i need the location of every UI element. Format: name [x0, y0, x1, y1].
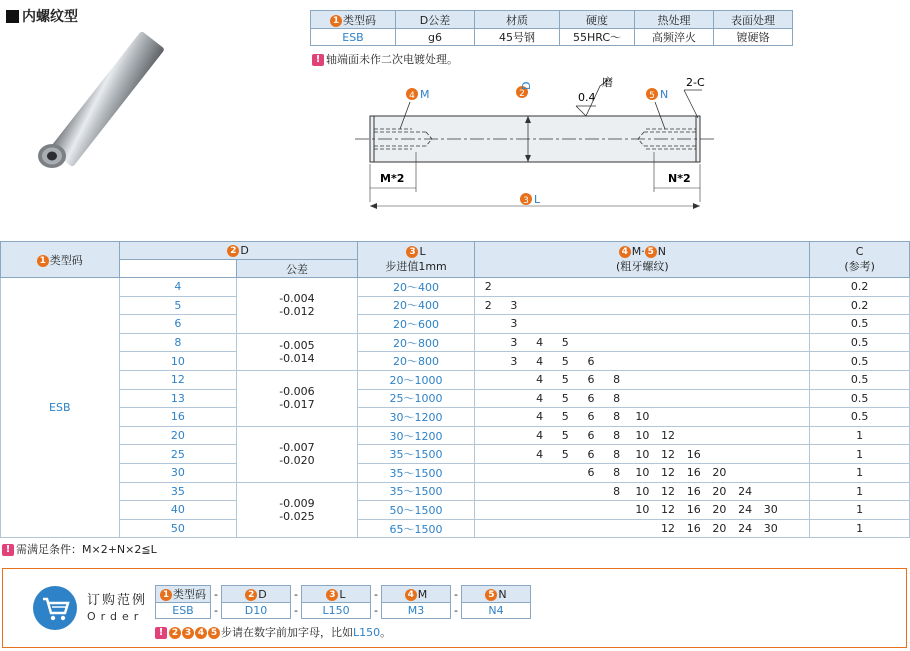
- spec-cell-type: ESB: [311, 29, 396, 46]
- d-cell: 12: [119, 370, 237, 389]
- title-square-icon: [6, 10, 19, 23]
- warning-icon: !: [312, 54, 324, 66]
- table-row: [1, 445, 910, 464]
- l-range-cell: 50～1500: [357, 501, 475, 520]
- l-range-cell: 65～1500: [357, 519, 475, 538]
- d-cell: 50: [119, 519, 237, 538]
- spec-header-heat: 热处理: [635, 11, 714, 29]
- mn-cell: [475, 389, 810, 408]
- header-type: 1 类型码: [1, 242, 120, 278]
- mn-value: 2: [484, 298, 492, 312]
- order-title: 订购范例: [87, 593, 148, 608]
- d-cell: 8: [119, 333, 237, 352]
- warning-icon: !: [155, 627, 167, 639]
- tol-lower: -0.014: [279, 351, 315, 365]
- roughness-label: 0.4: [578, 91, 596, 104]
- mn-value: 6: [587, 354, 595, 368]
- mn-value: 12: [661, 466, 676, 480]
- mn-value: 5: [561, 429, 569, 443]
- tol-upper: -0.007: [279, 441, 315, 455]
- d-cell: 4: [119, 278, 237, 297]
- mn-value: 20: [712, 522, 727, 536]
- tolerance-cell: [237, 278, 358, 334]
- d-cell: 40: [119, 501, 237, 520]
- table-row: [1, 408, 910, 427]
- svg-text:4: 4: [409, 91, 415, 101]
- tolerance-cell: [237, 370, 358, 426]
- table-row: [1, 463, 910, 482]
- d-cell: 20: [119, 426, 237, 445]
- spec-cell-surface: 镀硬铬: [714, 29, 793, 46]
- dim-d-label: D: [520, 81, 533, 90]
- tol-lower: -0.020: [279, 454, 315, 468]
- table-row: [1, 519, 910, 538]
- table-row: [1, 370, 910, 389]
- mn-value: 6: [587, 429, 595, 443]
- c-cell: 0.5: [810, 408, 910, 427]
- mn-cell: [475, 426, 810, 445]
- product-photo: [12, 24, 202, 174]
- mn-cell: [475, 370, 810, 389]
- order-dash: -: [371, 603, 382, 619]
- mn-value: 5: [561, 410, 569, 424]
- l-range-cell: 20～400: [357, 278, 475, 297]
- l-range-cell: 35～1500: [357, 482, 475, 501]
- mn-value: 8: [613, 391, 621, 405]
- c-cell: 0.5: [810, 370, 910, 389]
- spec-header-surface: 表面处理: [714, 11, 793, 29]
- l-range-cell: 20～600: [357, 315, 475, 334]
- table-row: [1, 333, 910, 352]
- spec-header-tol: D公差: [396, 11, 475, 29]
- mn-value: 24: [738, 503, 753, 517]
- order-dash: -: [211, 603, 222, 619]
- mn-value: 16: [686, 503, 701, 517]
- order-h-m: 4 M: [382, 586, 451, 603]
- mn-value: 4: [536, 429, 544, 443]
- mn-value: 10: [635, 447, 650, 461]
- mn-value: 20: [712, 466, 727, 480]
- mn-value: 16: [686, 484, 701, 498]
- grind-label: 磨: [602, 76, 613, 89]
- l-range-cell: 20～1000: [357, 370, 475, 389]
- d-cell: 13: [119, 389, 237, 408]
- mn-cell: [475, 463, 810, 482]
- order-dash: -: [291, 603, 302, 619]
- mn-cell: [475, 519, 810, 538]
- page-title: [6, 6, 78, 26]
- mn-cell: [475, 296, 810, 315]
- mn-value: 4: [536, 354, 544, 368]
- mn-value: 12: [661, 503, 676, 517]
- l-range-cell: 35～1500: [357, 463, 475, 482]
- order-dash: -: [451, 586, 462, 603]
- mn-cell: [475, 333, 810, 352]
- mn-value: 24: [738, 484, 753, 498]
- mn-value: 16: [686, 447, 701, 461]
- mn-value: 8: [613, 466, 621, 480]
- c-cell: 1: [810, 501, 910, 520]
- c-cell: 1: [810, 445, 910, 464]
- spec-cell-tol: g6: [396, 29, 475, 46]
- order-example: [2, 568, 907, 648]
- mn-value: 10: [635, 466, 650, 480]
- l-range-cell: 20～800: [357, 352, 475, 371]
- header-c: C (参考): [810, 242, 910, 278]
- tol-lower: -0.017: [279, 398, 315, 412]
- spec-cell-material: 45号钢: [475, 29, 560, 46]
- mn-value: 4: [536, 336, 544, 350]
- mn-cell: [475, 482, 810, 501]
- d-cell: 30: [119, 463, 237, 482]
- mn-value: 4: [536, 447, 544, 461]
- c-cell: 1: [810, 463, 910, 482]
- chamfer-label: 2-C: [686, 76, 705, 89]
- spec-cell-hardness: 55HRC～: [560, 29, 635, 46]
- mn-value: 30: [763, 503, 778, 517]
- mn-cell: [475, 352, 810, 371]
- header-d-blank: [119, 260, 237, 278]
- mn-value: 20: [712, 484, 727, 498]
- order-word: Order: [87, 610, 144, 623]
- svg-text:5: 5: [649, 91, 655, 101]
- l-range-cell: 30～1200: [357, 408, 475, 427]
- order-table: [155, 585, 531, 619]
- d-cell: 25: [119, 445, 237, 464]
- tol-lower: -0.012: [279, 305, 315, 319]
- mn-value: 12: [661, 484, 676, 498]
- spec-header-material: 材质: [475, 11, 560, 29]
- mn-cell: [475, 445, 810, 464]
- type-code-cell: ESB: [1, 278, 120, 538]
- l-range-cell: 25～1000: [357, 389, 475, 408]
- mn-value: 16: [686, 466, 701, 480]
- c-cell: 0.2: [810, 278, 910, 297]
- tol-upper: -0.005: [279, 338, 315, 352]
- l-label: L: [534, 193, 541, 206]
- order-v-m: M3: [382, 603, 451, 619]
- table-row: [1, 389, 910, 408]
- mn-value: 8: [613, 373, 621, 387]
- mn-value: 3: [510, 317, 518, 331]
- table-row: [1, 296, 910, 315]
- spec-header-type: 1 类型码: [311, 11, 396, 29]
- mn-value: 12: [661, 447, 676, 461]
- c-cell: 1: [810, 519, 910, 538]
- mn-value: 6: [587, 447, 595, 461]
- l-range-cell: 35～1500: [357, 445, 475, 464]
- table-row: [1, 482, 910, 501]
- table-row: [1, 278, 910, 297]
- order-v-type: ESB: [156, 603, 211, 619]
- shopping-cart-icon: [33, 586, 77, 630]
- order-dash: -: [291, 586, 302, 603]
- mn-value: 8: [613, 484, 621, 498]
- l-range-cell: 30～1200: [357, 426, 475, 445]
- technical-drawing: [350, 72, 720, 212]
- warning-icon: !: [2, 544, 14, 556]
- mn-value: 3: [510, 354, 518, 368]
- order-dash: -: [211, 586, 222, 603]
- tol-upper: -0.009: [279, 496, 315, 510]
- header-l: 3 L 步进值1mm: [357, 242, 475, 278]
- n-label: N: [660, 88, 669, 101]
- order-v-n: N4: [462, 603, 531, 619]
- mn-value: 8: [613, 447, 621, 461]
- l-range-cell: 20～800: [357, 333, 475, 352]
- mn-value: 5: [561, 373, 569, 387]
- c-cell: 0.5: [810, 333, 910, 352]
- spec-table: [310, 10, 793, 46]
- shaft-note: ! 轴端面未作二次电镀处理。: [312, 51, 458, 67]
- mn-cell: [475, 315, 810, 334]
- c-cell: 0.5: [810, 352, 910, 371]
- order-h-n: 5 N: [462, 586, 531, 603]
- tol-lower: -0.025: [279, 509, 315, 523]
- mn-cell: [475, 408, 810, 427]
- header-d: 2 D: [119, 242, 357, 260]
- svg-text:2: 2: [519, 89, 525, 99]
- tol-upper: -0.004: [279, 292, 315, 306]
- mn-value: 6: [587, 373, 595, 387]
- mn-value: 10: [635, 484, 650, 498]
- mn-cell: [475, 278, 810, 297]
- table-row: [1, 501, 910, 520]
- dimension-table: [0, 241, 910, 538]
- order-note: ! 2 3 4 5 步请在数字前加字母，比如L150。: [155, 624, 391, 640]
- mn-value: 8: [613, 410, 621, 424]
- mn-value: 6: [587, 410, 595, 424]
- mn-value: 12: [661, 429, 676, 443]
- spec-header-hardness: 硬度: [560, 11, 635, 29]
- n2-label: N*2: [668, 172, 691, 185]
- mn-value: 4: [536, 391, 544, 405]
- mn-value: 30: [763, 522, 778, 536]
- mn-value: 4: [536, 373, 544, 387]
- d-cell: 16: [119, 408, 237, 427]
- c-cell: 1: [810, 482, 910, 501]
- header-mn: 4 M· 5 N (粗牙螺纹): [475, 242, 810, 278]
- mn-value: 3: [510, 298, 518, 312]
- spec-cell-heat: 高频淬火: [635, 29, 714, 46]
- mn-value: 8: [613, 429, 621, 443]
- mn-value: 16: [686, 522, 701, 536]
- mn-value: 5: [561, 354, 569, 368]
- order-h-d: 2 D: [222, 586, 291, 603]
- tolerance-cell: [237, 482, 358, 538]
- mn-value: 10: [635, 503, 650, 517]
- mn-value: 6: [587, 391, 595, 405]
- header-tol: 公差: [237, 260, 358, 278]
- m-label: M: [420, 88, 430, 101]
- tolerance-cell: [237, 333, 358, 370]
- mn-value: 12: [661, 522, 676, 536]
- order-v-d: D10: [222, 603, 291, 619]
- mn-value: 5: [561, 447, 569, 461]
- d-cell: 5: [119, 296, 237, 315]
- table-row: [1, 352, 910, 371]
- tolerance-cell: [237, 426, 358, 482]
- mn-value: 3: [510, 336, 518, 350]
- mn-value: 6: [587, 466, 595, 480]
- mn-value: 10: [635, 410, 650, 424]
- mn-value: 20: [712, 503, 727, 517]
- order-h-type: 1 类型码: [156, 586, 211, 603]
- mn-value: 24: [738, 522, 753, 536]
- order-dash: -: [451, 603, 462, 619]
- mn-value: 2: [484, 280, 492, 294]
- m2-label: M*2: [380, 172, 405, 185]
- svg-text:3: 3: [523, 196, 529, 206]
- table-row: [1, 315, 910, 334]
- table-row: [1, 426, 910, 445]
- c-cell: 0.5: [810, 389, 910, 408]
- tol-upper: -0.006: [279, 385, 315, 399]
- l-range-cell: 20～400: [357, 296, 475, 315]
- condition-note: ! 需满足条件：M×2+N×2≦L: [2, 541, 157, 557]
- title-text: 内螺纹型: [22, 9, 78, 25]
- mn-cell: [475, 501, 810, 520]
- d-cell: 6: [119, 315, 237, 334]
- mn-value: 5: [561, 391, 569, 405]
- mn-value: 4: [536, 410, 544, 424]
- order-v-l: L150: [302, 603, 371, 619]
- mn-value: 5: [561, 336, 569, 350]
- d-cell: 10: [119, 352, 237, 371]
- c-cell: 1: [810, 426, 910, 445]
- c-cell: 0.5: [810, 315, 910, 334]
- mn-value: 10: [635, 429, 650, 443]
- c-cell: 0.2: [810, 296, 910, 315]
- order-dash: -: [371, 586, 382, 603]
- d-cell: 35: [119, 482, 237, 501]
- order-h-l: 3 L: [302, 586, 371, 603]
